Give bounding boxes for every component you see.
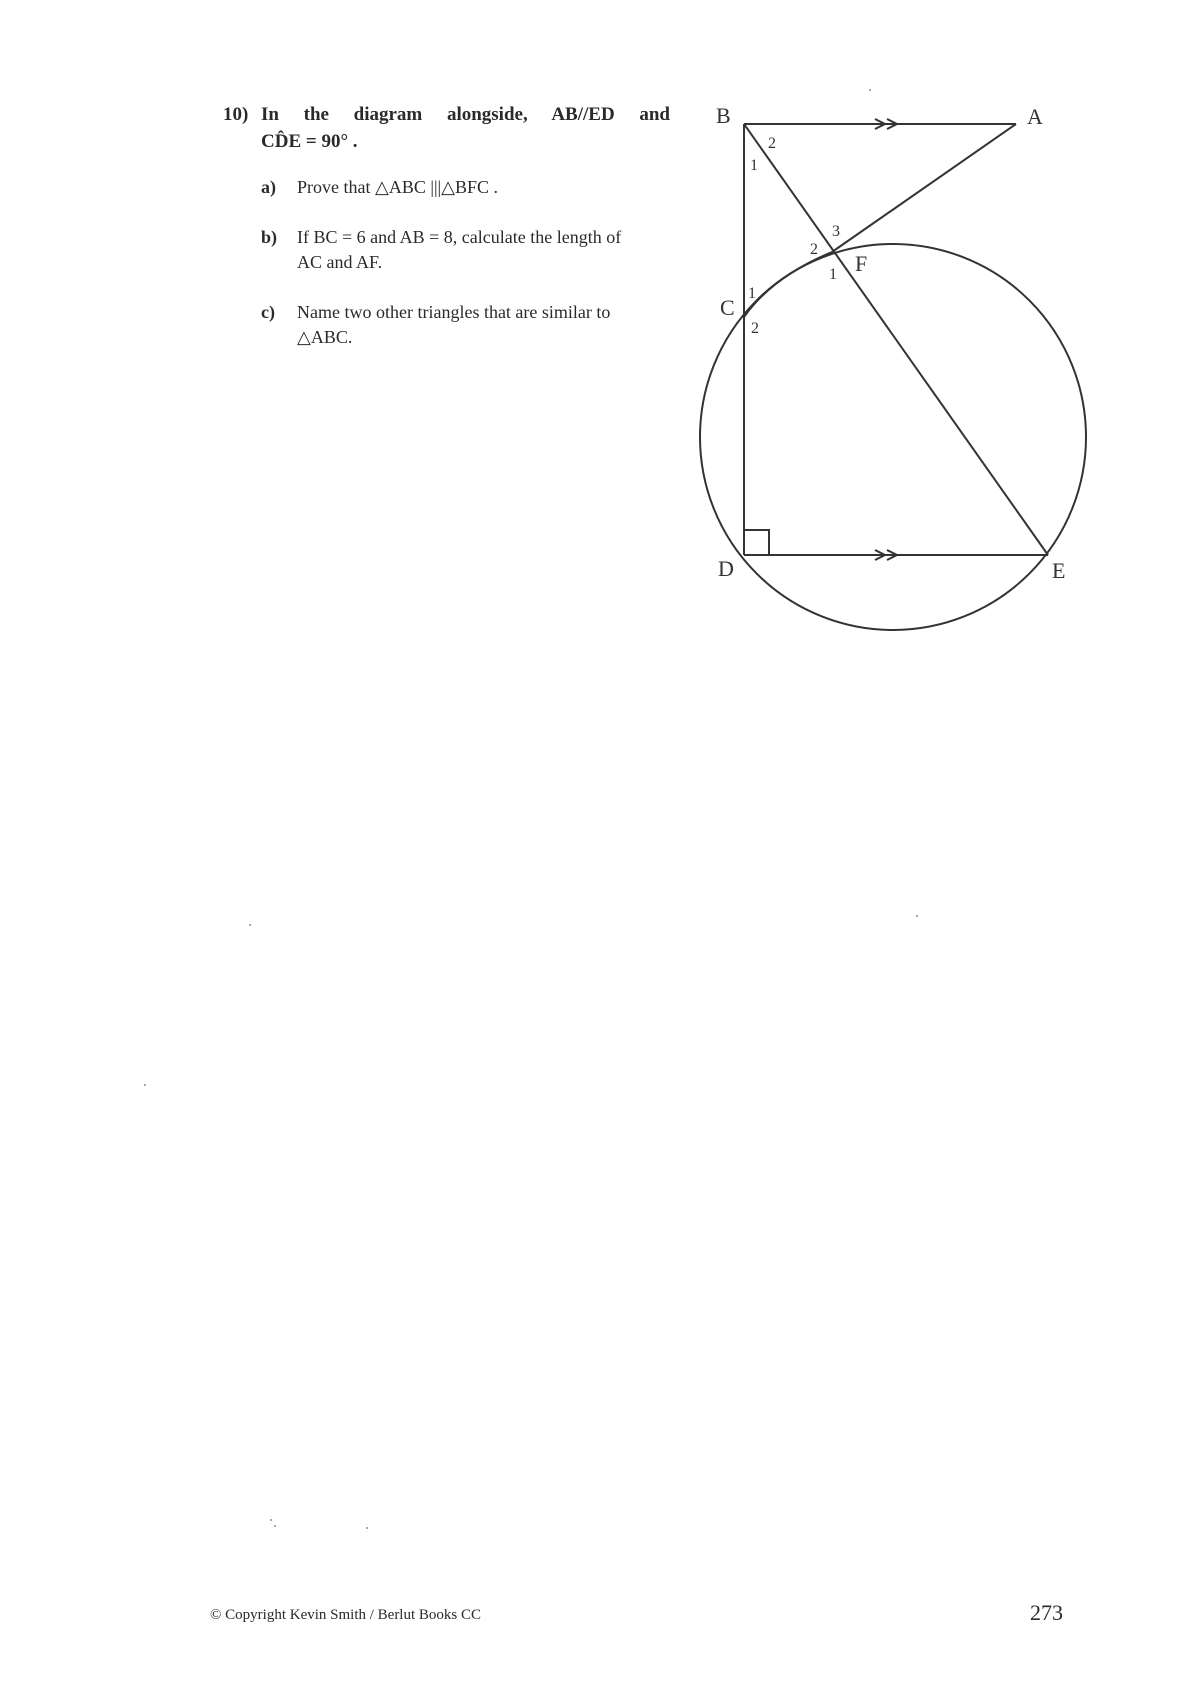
part-label: a) [261, 177, 276, 197]
scan-speck [366, 1527, 368, 1529]
scan-speck [249, 924, 251, 926]
line-be [744, 124, 1048, 555]
point-label-c: C [720, 295, 735, 320]
point-label-f: F [855, 251, 868, 276]
angle-label-c2: 2 [751, 320, 759, 337]
question-number: 10) [223, 104, 249, 125]
part-line: Name two other triangles that are similar to [297, 302, 611, 322]
footer-copyright: © Copyright Kevin Smith / Berlut Books CC [210, 1607, 481, 1623]
scan-speck [144, 1084, 146, 1086]
point-label-e: E [1052, 558, 1066, 583]
angle-label-b2: 2 [768, 135, 776, 152]
angle-label-f3: 3 [832, 223, 840, 240]
angle-label-f2: 2 [810, 241, 818, 258]
line-cf [744, 252, 832, 317]
angle-label-b1: 1 [750, 157, 758, 174]
point-label-b: B [716, 103, 731, 128]
angle-label-c1: 1 [748, 285, 756, 302]
part-line: △ABC. [297, 327, 353, 347]
line-af [832, 124, 1016, 252]
point-label-d: D [718, 556, 734, 581]
question-intro-line-2: CD̂E = 90° . [261, 131, 358, 152]
right-angle-marker [744, 530, 769, 555]
question-intro-line-1: In the diagram alongside, AB//ED and [261, 104, 670, 125]
part-line: If BC = 6 and AB = 8, calculate the length of [297, 227, 622, 247]
diagram-labels [716, 103, 1065, 583]
scan-speck [270, 1519, 272, 1521]
scan-speck [274, 1525, 276, 1527]
part-line: AC and AF. [297, 252, 383, 272]
page-number: 273 [1030, 1600, 1063, 1625]
part-label: b) [261, 227, 278, 247]
circle [700, 244, 1086, 630]
scan-speck [869, 89, 871, 91]
part-line: Prove that △ABC |||△BFC . [297, 177, 499, 197]
diagram-lines [700, 119, 1086, 630]
scan-speck [916, 915, 918, 917]
angle-label-f1: 1 [829, 266, 837, 283]
part-label: c) [261, 302, 275, 322]
point-label-a: A [1027, 104, 1043, 129]
